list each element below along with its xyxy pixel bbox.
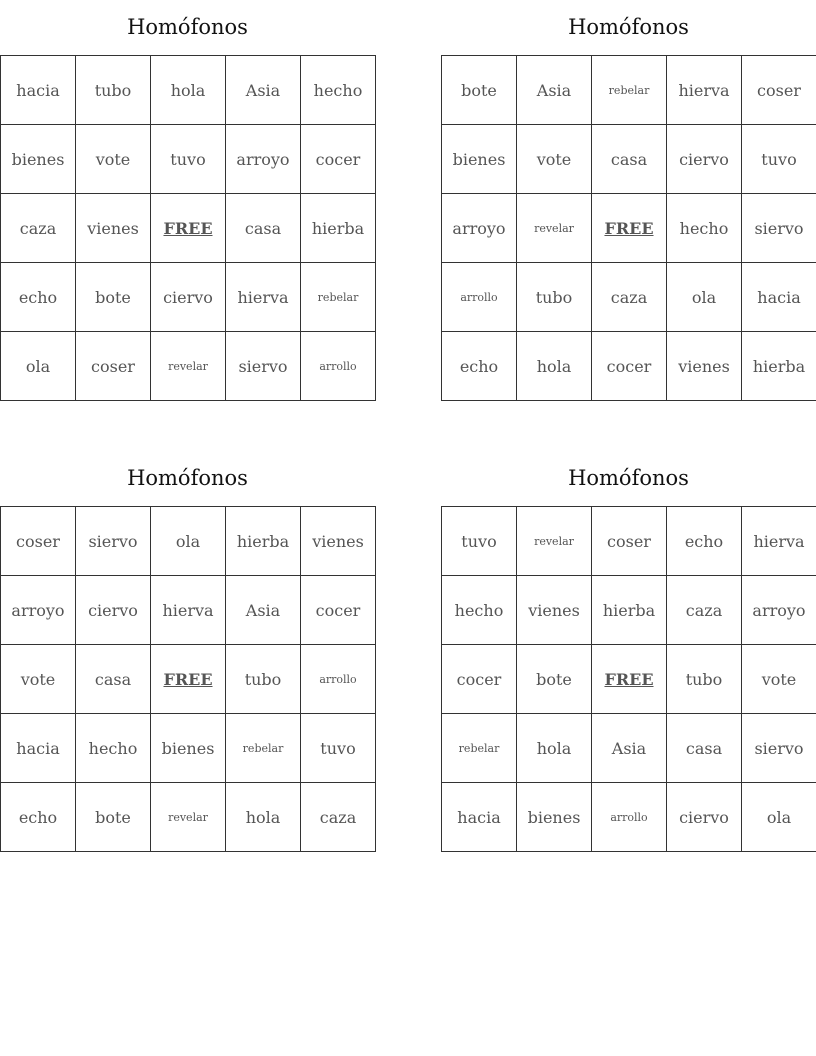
- grid-cell: cocer: [301, 125, 376, 194]
- grid-row: [1, 332, 376, 401]
- card-title: Homófonos: [127, 466, 248, 490]
- grid-row: [442, 507, 816, 576]
- bingo-grid: [441, 55, 816, 401]
- grid-cell: rebelar: [442, 714, 517, 783]
- grid-cell: hierba: [226, 507, 301, 576]
- grid-row: [442, 714, 816, 783]
- grid-cell: coser: [76, 332, 151, 401]
- grid-cell: vienes: [667, 332, 742, 401]
- grid-cell: hierba: [301, 194, 376, 263]
- grid-cell: ola: [1, 332, 76, 401]
- grid-cell: coser: [592, 507, 667, 576]
- free-space: FREE: [151, 645, 226, 714]
- grid-cell: vote: [76, 125, 151, 194]
- grid-cell: arroyo: [442, 194, 517, 263]
- free-space: FREE: [592, 645, 667, 714]
- grid-cell: ciervo: [667, 125, 742, 194]
- grid-cell: cocer: [592, 332, 667, 401]
- grid-cell: bote: [517, 645, 592, 714]
- grid-cell: hierva: [226, 263, 301, 332]
- grid-row: [1, 645, 376, 714]
- grid-cell: siervo: [742, 714, 816, 783]
- grid-cell: ciervo: [151, 263, 226, 332]
- grid-cell: ola: [151, 507, 226, 576]
- grid-cell: vote: [1, 645, 76, 714]
- grid-cell: tubo: [517, 263, 592, 332]
- grid-cell: hola: [517, 714, 592, 783]
- grid-row: [442, 645, 816, 714]
- grid-cell: caza: [301, 783, 376, 852]
- grid-cell: hecho: [76, 714, 151, 783]
- grid-cell: revelar: [151, 783, 226, 852]
- grid-cell: caza: [592, 263, 667, 332]
- grid-cell: casa: [226, 194, 301, 263]
- grid-cell: bienes: [517, 783, 592, 852]
- grid-row: [442, 783, 816, 852]
- grid-row: [442, 194, 816, 263]
- grid-cell: bote: [442, 56, 517, 125]
- grid-cell: vote: [742, 645, 816, 714]
- grid-row: [1, 783, 376, 852]
- grid-cell: revelar: [517, 194, 592, 263]
- grid-cell: tuvo: [742, 125, 816, 194]
- grid-cell: echo: [1, 263, 76, 332]
- grid-cell: hecho: [301, 56, 376, 125]
- grid-cell: revelar: [517, 507, 592, 576]
- grid-cell: coser: [1, 507, 76, 576]
- grid-cell: Asia: [226, 576, 301, 645]
- bingo-grid: [0, 506, 376, 852]
- grid-cell: vienes: [517, 576, 592, 645]
- grid-row: [1, 714, 376, 783]
- grid-cell: hola: [517, 332, 592, 401]
- grid-cell: tubo: [76, 56, 151, 125]
- grid-cell: coser: [742, 56, 816, 125]
- grid-cell: bote: [76, 783, 151, 852]
- grid-cell: siervo: [742, 194, 816, 263]
- grid-cell: casa: [76, 645, 151, 714]
- grid-cell: tubo: [226, 645, 301, 714]
- grid-cell: tubo: [667, 645, 742, 714]
- grid-cell: caza: [667, 576, 742, 645]
- grid-cell: casa: [592, 125, 667, 194]
- grid-cell: arroyo: [1, 576, 76, 645]
- grid-row: [1, 263, 376, 332]
- bingo-card-3: [0, 451, 375, 852]
- card-title: Homófonos: [127, 15, 248, 39]
- bingo-grid: [441, 506, 816, 852]
- grid-cell: bienes: [442, 125, 517, 194]
- grid-cell: arrollo: [442, 263, 517, 332]
- grid-cell: hierva: [151, 576, 226, 645]
- grid-cell: ciervo: [76, 576, 151, 645]
- free-space: FREE: [592, 194, 667, 263]
- grid-row: [1, 125, 376, 194]
- bingo-card-1: [0, 0, 375, 401]
- grid-cell: hacia: [442, 783, 517, 852]
- grid-cell: siervo: [76, 507, 151, 576]
- grid-cell: arrollo: [592, 783, 667, 852]
- card-title: Homófonos: [568, 15, 689, 39]
- grid-cell: tuvo: [151, 125, 226, 194]
- grid-cell: echo: [1, 783, 76, 852]
- grid-cell: hecho: [667, 194, 742, 263]
- grid-cell: arrollo: [301, 645, 376, 714]
- grid-row: [1, 576, 376, 645]
- grid-cell: cocer: [301, 576, 376, 645]
- grid-cell: hierba: [592, 576, 667, 645]
- grid-row: [1, 507, 376, 576]
- grid-cell: bienes: [151, 714, 226, 783]
- grid-cell: caza: [1, 194, 76, 263]
- grid-cell: tuvo: [301, 714, 376, 783]
- grid-cell: hacia: [1, 56, 76, 125]
- grid-cell: echo: [667, 507, 742, 576]
- grid-cell: vienes: [76, 194, 151, 263]
- grid-cell: arrollo: [301, 332, 376, 401]
- bingo-card-4: [441, 451, 816, 852]
- grid-cell: hecho: [442, 576, 517, 645]
- grid-cell: hola: [226, 783, 301, 852]
- free-space: FREE: [151, 194, 226, 263]
- grid-cell: vienes: [301, 507, 376, 576]
- grid-row: [442, 125, 816, 194]
- grid-cell: ciervo: [667, 783, 742, 852]
- bingo-card-2: [441, 0, 816, 401]
- grid-cell: rebelar: [226, 714, 301, 783]
- bingo-grid: [0, 55, 376, 401]
- grid-row: [442, 332, 816, 401]
- grid-cell: bote: [76, 263, 151, 332]
- grid-cell: bienes: [1, 125, 76, 194]
- grid-cell: hierva: [742, 507, 816, 576]
- grid-cell: cocer: [442, 645, 517, 714]
- grid-cell: arroyo: [742, 576, 816, 645]
- grid-cell: casa: [667, 714, 742, 783]
- grid-row: [1, 56, 376, 125]
- grid-cell: hacia: [742, 263, 816, 332]
- grid-cell: tuvo: [442, 507, 517, 576]
- grid-cell: Asia: [226, 56, 301, 125]
- grid-cell: rebelar: [301, 263, 376, 332]
- grid-cell: siervo: [226, 332, 301, 401]
- grid-cell: vote: [517, 125, 592, 194]
- grid-cell: hierba: [742, 332, 816, 401]
- card-title: Homófonos: [568, 466, 689, 490]
- grid-row: [1, 194, 376, 263]
- grid-cell: ola: [742, 783, 816, 852]
- grid-row: [442, 263, 816, 332]
- grid-cell: arroyo: [226, 125, 301, 194]
- grid-cell: revelar: [151, 332, 226, 401]
- grid-cell: hola: [151, 56, 226, 125]
- grid-cell: hacia: [1, 714, 76, 783]
- grid-cell: Asia: [517, 56, 592, 125]
- grid-cell: rebelar: [592, 56, 667, 125]
- grid-row: [442, 576, 816, 645]
- grid-row: [442, 56, 816, 125]
- grid-cell: ola: [667, 263, 742, 332]
- grid-cell: echo: [442, 332, 517, 401]
- grid-cell: hierva: [667, 56, 742, 125]
- grid-cell: Asia: [592, 714, 667, 783]
